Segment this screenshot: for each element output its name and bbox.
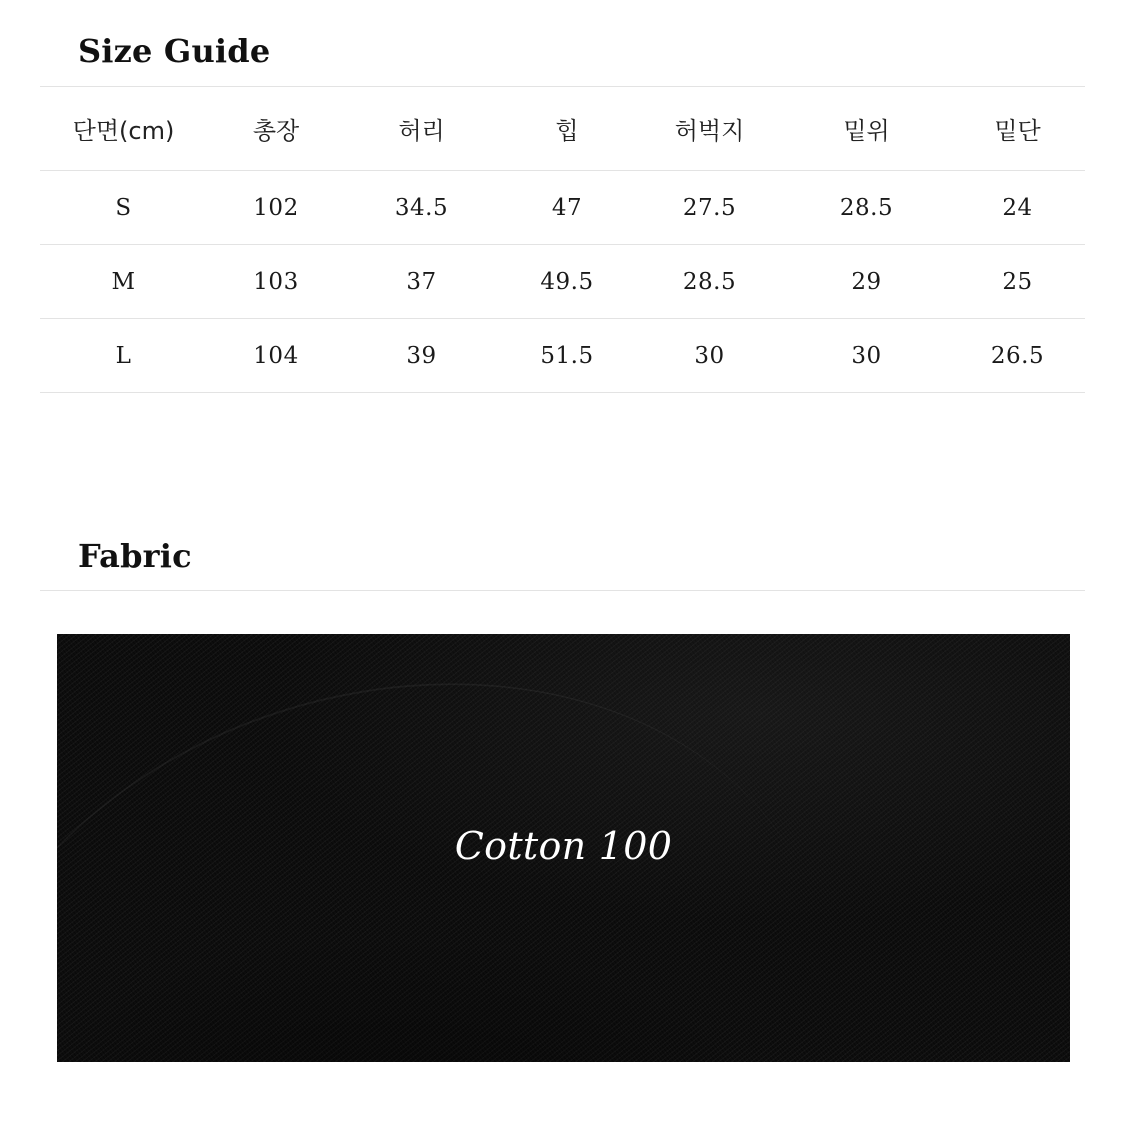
fabric-texture-image — [57, 634, 1070, 1062]
size-label-cell: L — [40, 319, 207, 393]
table-cell: 25 — [950, 245, 1085, 319]
table-cell: 51.5 — [498, 319, 636, 393]
table-cell: 102 — [207, 171, 345, 245]
header-cell-waist: 허리 — [345, 87, 498, 171]
fabric-divider — [40, 590, 1085, 591]
table-cell: 26.5 — [950, 319, 1085, 393]
table-cell: 34.5 — [345, 171, 498, 245]
table-cell: 24 — [950, 171, 1085, 245]
header-cell-hip: 힙 — [498, 87, 636, 171]
size-guide-title: Size Guide — [78, 32, 271, 70]
table-cell: 29 — [783, 245, 950, 319]
table-cell: 104 — [207, 319, 345, 393]
table-cell: 28.5 — [636, 245, 783, 319]
size-label-cell: M — [40, 245, 207, 319]
table-cell: 47 — [498, 171, 636, 245]
size-label-cell: S — [40, 171, 207, 245]
table-cell: 37 — [345, 245, 498, 319]
table-row — [40, 319, 1085, 393]
header-cell-thigh: 허벅지 — [636, 87, 783, 171]
table-header-row — [40, 87, 1085, 171]
table-cell: 103 — [207, 245, 345, 319]
table-cell: 30 — [636, 319, 783, 393]
table-row — [40, 171, 1085, 245]
fabric-title: Fabric — [78, 537, 192, 575]
table-cell: 30 — [783, 319, 950, 393]
header-cell-total-length: 총장 — [207, 87, 345, 171]
size-guide-table — [40, 86, 1085, 393]
header-cell-hem: 밑단 — [950, 87, 1085, 171]
table-cell: 39 — [345, 319, 498, 393]
fabric-caption: Cotton 100 — [454, 824, 673, 868]
header-cell-rise: 밑위 — [783, 87, 950, 171]
table-cell: 27.5 — [636, 171, 783, 245]
table-cell: 49.5 — [498, 245, 636, 319]
table-cell: 28.5 — [783, 171, 950, 245]
table-row — [40, 245, 1085, 319]
header-cell-section: 단면(cm) — [40, 87, 207, 171]
